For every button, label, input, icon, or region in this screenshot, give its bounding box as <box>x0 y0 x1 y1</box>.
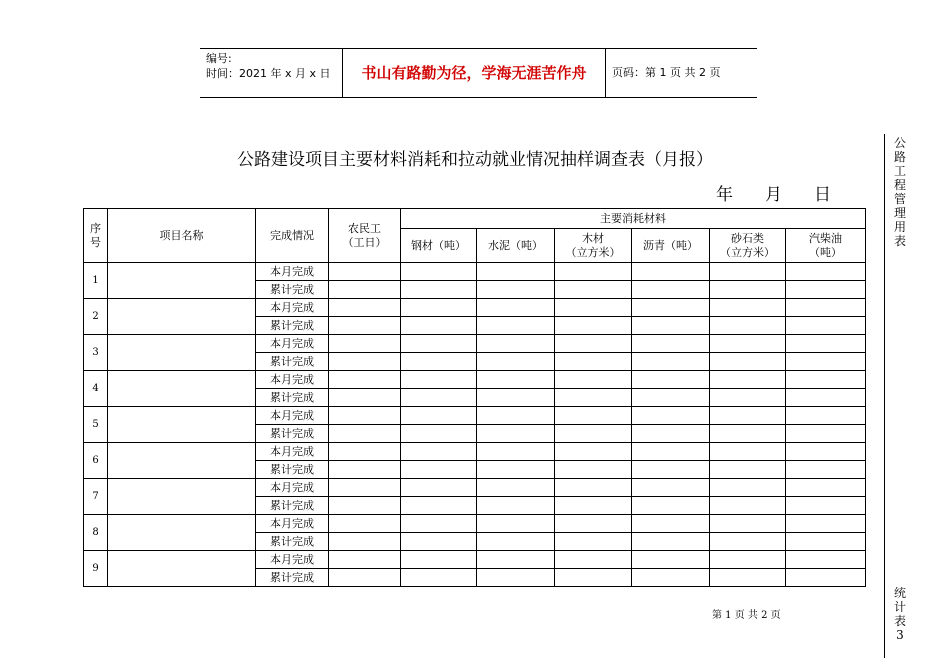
value-cell[interactable] <box>555 371 632 389</box>
value-cell[interactable] <box>555 497 632 515</box>
value-cell[interactable] <box>329 479 401 497</box>
row-number: 2 <box>84 299 108 335</box>
value-cell[interactable] <box>710 551 786 569</box>
status-label: 本月完成 <box>256 407 329 425</box>
value-cell[interactable] <box>710 263 786 281</box>
value-cell[interactable] <box>710 461 786 479</box>
value-cell[interactable] <box>786 353 866 371</box>
value-cell[interactable] <box>632 425 710 443</box>
row-number: 6 <box>84 443 108 479</box>
value-cell[interactable] <box>401 353 477 371</box>
value-cell[interactable] <box>786 299 866 317</box>
value-cell[interactable] <box>555 551 632 569</box>
value-cell[interactable] <box>710 443 786 461</box>
value-cell[interactable] <box>477 263 555 281</box>
project-name-cell[interactable] <box>108 335 256 371</box>
value-cell[interactable] <box>710 389 786 407</box>
project-name-cell[interactable] <box>108 407 256 443</box>
project-name-cell[interactable] <box>108 479 256 515</box>
value-cell[interactable] <box>555 263 632 281</box>
value-cell[interactable] <box>710 497 786 515</box>
value-cell[interactable] <box>477 317 555 335</box>
number-label: 编号: <box>206 52 232 65</box>
value-cell[interactable] <box>329 497 401 515</box>
status-label: 累计完成 <box>256 497 329 515</box>
table-row <box>84 551 866 569</box>
value-cell[interactable] <box>555 479 632 497</box>
value-cell[interactable] <box>632 407 710 425</box>
value-cell[interactable] <box>401 479 477 497</box>
value-cell[interactable] <box>401 443 477 461</box>
project-name-cell[interactable] <box>108 263 256 299</box>
value-cell[interactable] <box>401 389 477 407</box>
table-row <box>84 515 866 533</box>
page-title: 公路建设项目主要材料消耗和拉动就业情况抽样调查表（月报） <box>237 150 713 170</box>
material-header-4: 砂石类 （立方米） <box>710 229 786 263</box>
value-cell[interactable] <box>632 497 710 515</box>
status-label: 累计完成 <box>256 425 329 443</box>
side-label-top: 公 路 工 程 管 理 用 表 <box>893 136 906 248</box>
col-project-header: 项目名称 <box>108 209 256 263</box>
value-cell[interactable] <box>632 389 710 407</box>
project-name-cell[interactable] <box>108 551 256 587</box>
table-row <box>84 299 866 317</box>
status-label: 累计完成 <box>256 353 329 371</box>
status-label: 累计完成 <box>256 533 329 551</box>
value-cell[interactable] <box>477 299 555 317</box>
value-cell[interactable] <box>329 515 401 533</box>
material-header-3: 沥青（吨） <box>632 229 710 263</box>
value-cell[interactable] <box>710 299 786 317</box>
value-cell[interactable] <box>555 353 632 371</box>
value-cell[interactable] <box>710 281 786 299</box>
table-row <box>84 407 866 425</box>
value-cell[interactable] <box>401 299 477 317</box>
value-cell[interactable] <box>632 443 710 461</box>
material-header-0: 钢材（吨） <box>401 229 477 263</box>
value-cell[interactable] <box>477 533 555 551</box>
value-cell[interactable] <box>329 425 401 443</box>
value-cell[interactable] <box>477 479 555 497</box>
value-cell[interactable] <box>329 407 401 425</box>
value-cell[interactable] <box>786 317 866 335</box>
value-cell[interactable] <box>555 281 632 299</box>
date-month: 月 <box>765 185 782 205</box>
value-cell[interactable] <box>477 515 555 533</box>
value-cell[interactable] <box>555 533 632 551</box>
value-cell[interactable] <box>401 407 477 425</box>
value-cell[interactable] <box>477 335 555 353</box>
status-label: 本月完成 <box>256 515 329 533</box>
value-cell[interactable] <box>786 263 866 281</box>
value-cell[interactable] <box>477 443 555 461</box>
value-cell[interactable] <box>329 263 401 281</box>
status-label: 累计完成 <box>256 389 329 407</box>
value-cell[interactable] <box>555 299 632 317</box>
value-cell[interactable] <box>555 425 632 443</box>
status-label: 本月完成 <box>256 371 329 389</box>
value-cell[interactable] <box>632 533 710 551</box>
value-cell[interactable] <box>329 353 401 371</box>
date-day: 日 <box>814 185 831 205</box>
value-cell[interactable] <box>401 371 477 389</box>
material-header-1: 水泥（吨） <box>477 229 555 263</box>
value-cell[interactable] <box>401 551 477 569</box>
project-name-cell[interactable] <box>108 443 256 479</box>
value-cell[interactable] <box>786 515 866 533</box>
value-cell[interactable] <box>632 299 710 317</box>
col-status-header: 完成情况 <box>256 209 329 263</box>
status-label: 本月完成 <box>256 443 329 461</box>
value-cell[interactable] <box>632 461 710 479</box>
status-label: 累计完成 <box>256 461 329 479</box>
value-cell[interactable] <box>632 317 710 335</box>
value-cell[interactable] <box>710 479 786 497</box>
value-cell[interactable] <box>555 317 632 335</box>
status-label: 本月完成 <box>256 479 329 497</box>
side-label-bottom: 统 计 表 3 <box>893 586 906 642</box>
value-cell[interactable] <box>786 461 866 479</box>
value-cell[interactable] <box>401 461 477 479</box>
status-label: 累计完成 <box>256 317 329 335</box>
value-cell[interactable] <box>329 533 401 551</box>
value-cell[interactable] <box>477 551 555 569</box>
value-cell[interactable] <box>786 389 866 407</box>
side-divider <box>884 134 885 658</box>
value-cell[interactable] <box>710 335 786 353</box>
value-cell[interactable] <box>329 317 401 335</box>
motto: 书山有路勤为径，学海无涯苦作舟 <box>342 49 606 97</box>
value-cell[interactable] <box>786 407 866 425</box>
value-cell[interactable] <box>329 389 401 407</box>
value-cell[interactable] <box>329 443 401 461</box>
value-cell[interactable] <box>401 317 477 335</box>
value-cell[interactable] <box>477 407 555 425</box>
value-cell[interactable] <box>555 443 632 461</box>
value-cell[interactable] <box>786 281 866 299</box>
value-cell[interactable] <box>477 425 555 443</box>
value-cell[interactable] <box>329 281 401 299</box>
value-cell[interactable] <box>329 569 401 587</box>
value-cell[interactable] <box>329 551 401 569</box>
project-name-cell[interactable] <box>108 299 256 335</box>
value-cell[interactable] <box>786 371 866 389</box>
time-label: 时间：2021 年 x 月 x 日 <box>206 67 331 80</box>
table-row <box>84 263 866 281</box>
project-name-cell[interactable] <box>108 371 256 407</box>
value-cell[interactable] <box>477 389 555 407</box>
value-cell[interactable] <box>401 533 477 551</box>
value-cell[interactable] <box>632 263 710 281</box>
value-cell[interactable] <box>477 497 555 515</box>
col-workers-header: 农民工 （工日） <box>329 209 401 263</box>
status-label: 本月完成 <box>256 551 329 569</box>
value-cell[interactable] <box>329 335 401 353</box>
value-cell[interactable] <box>555 335 632 353</box>
value-cell[interactable] <box>329 371 401 389</box>
value-cell[interactable] <box>477 461 555 479</box>
value-cell[interactable] <box>786 479 866 497</box>
value-cell[interactable] <box>786 551 866 569</box>
value-cell[interactable] <box>710 533 786 551</box>
value-cell[interactable] <box>401 569 477 587</box>
value-cell[interactable] <box>632 353 710 371</box>
table-row <box>84 479 866 497</box>
value-cell[interactable] <box>632 551 710 569</box>
value-cell[interactable] <box>401 515 477 533</box>
value-cell[interactable] <box>401 335 477 353</box>
value-cell[interactable] <box>555 569 632 587</box>
value-cell[interactable] <box>555 389 632 407</box>
value-cell[interactable] <box>710 407 786 425</box>
value-cell[interactable] <box>786 569 866 587</box>
page-info: 页码：第 1 页 共 2 页 <box>612 66 721 79</box>
value-cell[interactable] <box>555 515 632 533</box>
table-row <box>84 335 866 353</box>
project-name-cell[interactable] <box>108 515 256 551</box>
row-number: 5 <box>84 407 108 443</box>
document-header <box>200 48 757 98</box>
value-cell[interactable] <box>786 497 866 515</box>
value-cell[interactable] <box>786 335 866 353</box>
table-row <box>84 371 866 389</box>
material-header-5: 汽柴油 （吨） <box>786 229 866 263</box>
value-cell[interactable] <box>401 425 477 443</box>
value-cell[interactable] <box>632 569 710 587</box>
row-number: 8 <box>84 515 108 551</box>
value-cell[interactable] <box>401 281 477 299</box>
value-cell[interactable] <box>632 479 710 497</box>
value-cell[interactable] <box>477 569 555 587</box>
table-row <box>84 443 866 461</box>
value-cell[interactable] <box>710 569 786 587</box>
value-cell[interactable] <box>632 281 710 299</box>
value-cell[interactable] <box>329 299 401 317</box>
value-cell[interactable] <box>710 317 786 335</box>
value-cell[interactable] <box>710 371 786 389</box>
row-number: 9 <box>84 551 108 587</box>
value-cell[interactable] <box>555 407 632 425</box>
header-meta <box>206 51 331 81</box>
value-cell[interactable] <box>632 335 710 353</box>
date-year: 年 <box>716 185 733 205</box>
value-cell[interactable] <box>477 281 555 299</box>
value-cell[interactable] <box>786 533 866 551</box>
value-cell[interactable] <box>401 263 477 281</box>
value-cell[interactable] <box>786 425 866 443</box>
value-cell[interactable] <box>401 497 477 515</box>
value-cell[interactable] <box>786 443 866 461</box>
row-number: 7 <box>84 479 108 515</box>
status-label: 本月完成 <box>256 335 329 353</box>
status-label: 累计完成 <box>256 569 329 587</box>
value-cell[interactable] <box>632 371 710 389</box>
status-label: 本月完成 <box>256 263 329 281</box>
row-number: 3 <box>84 335 108 371</box>
material-header-2: 木材 （立方米） <box>555 229 632 263</box>
value-cell[interactable] <box>477 353 555 371</box>
materials-group-header: 主要消耗材料 <box>401 209 866 229</box>
row-number: 1 <box>84 263 108 299</box>
value-cell[interactable] <box>555 461 632 479</box>
footer-page: 第 1 页 共 2 页 <box>712 610 781 621</box>
value-cell[interactable] <box>329 461 401 479</box>
value-cell[interactable] <box>710 515 786 533</box>
date-line <box>716 180 831 205</box>
survey-table <box>83 208 866 587</box>
value-cell[interactable] <box>710 353 786 371</box>
value-cell[interactable] <box>632 515 710 533</box>
status-label: 本月完成 <box>256 299 329 317</box>
value-cell[interactable] <box>477 371 555 389</box>
value-cell[interactable] <box>710 425 786 443</box>
col-seq-header: 序 号 <box>84 209 108 263</box>
row-number: 4 <box>84 371 108 407</box>
status-label: 累计完成 <box>256 281 329 299</box>
